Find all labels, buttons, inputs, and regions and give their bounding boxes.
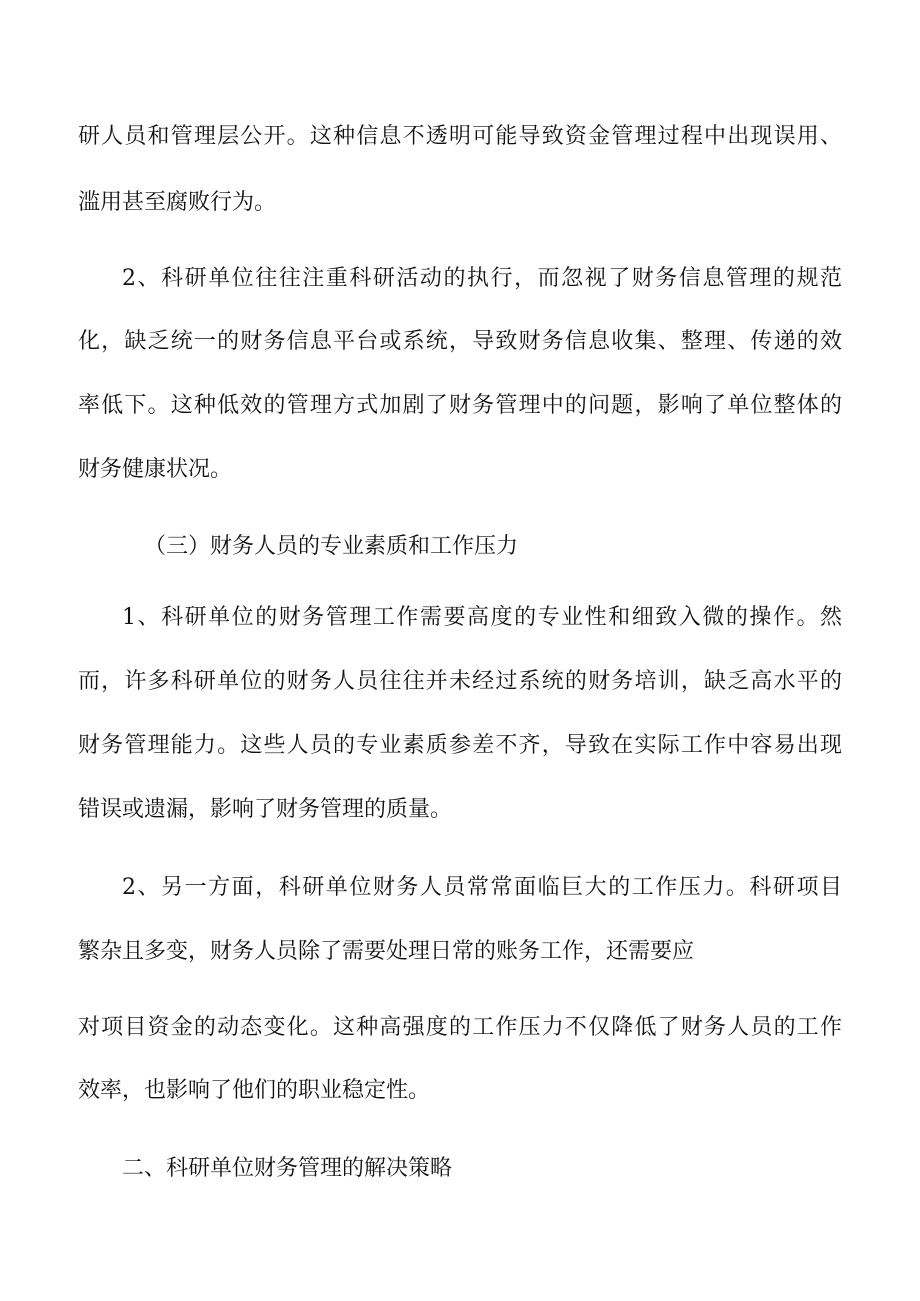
paragraph-2-line-2: 化，缺乏统一的财务信息平台或系统，导致财务信息收集、整理、传递的效 <box>78 329 842 354</box>
paragraph-3-line-1: 1、科研单位的财务管理工作需要高度的专业性和细致入微的操作。然 <box>122 605 842 630</box>
paragraph-1-line-2: 滥用甚至腐败行为。 <box>78 190 277 215</box>
paragraph-5-line-1: 对项目资金的动态变化。这种高强度的工作压力不仅降低了财务人员的工作 <box>78 1015 842 1040</box>
section-heading-2: 二、科研单位财务管理的解决策略 <box>122 1156 453 1181</box>
paragraph-3-line-3: 财务管理能力。这些人员的专业素质参差不齐，导致在实际工作中容易出现 <box>78 733 842 758</box>
paragraph-5-line-2: 效率，也影响了他们的职业稳定性。 <box>78 1078 431 1103</box>
paragraph-2-line-4: 财务健康状况。 <box>78 457 233 482</box>
section-heading-3: （三）财务人员的专业素质和工作压力 <box>144 534 519 559</box>
paragraph-3-line-2: 而，许多科研单位的财务人员往往并未经过系统的财务培训，缺乏高水平的 <box>78 669 842 694</box>
paragraph-3-line-4: 错误或遗漏，影响了财务管理的质量。 <box>78 797 453 822</box>
paragraph-2-line-1: 2、科研单位往往注重科研活动的执行，而忽视了财务信息管理的规范 <box>122 266 842 291</box>
paragraph-1-line-1: 研人员和管理层公开。这种信息不透明可能导致资金管理过程中出现误用、 <box>78 124 842 149</box>
paragraph-4-line-1: 2、另一方面，科研单位财务人员常常面临巨大的工作压力。科研项目 <box>122 875 842 900</box>
paragraph-2-line-3: 率低下。这种低效的管理方式加剧了财务管理中的问题，影响了单位整体的 <box>78 393 842 418</box>
paragraph-4-line-2: 繁杂且多变，财务人员除了需要处理日常的账务工作，还需要应 <box>78 939 695 964</box>
